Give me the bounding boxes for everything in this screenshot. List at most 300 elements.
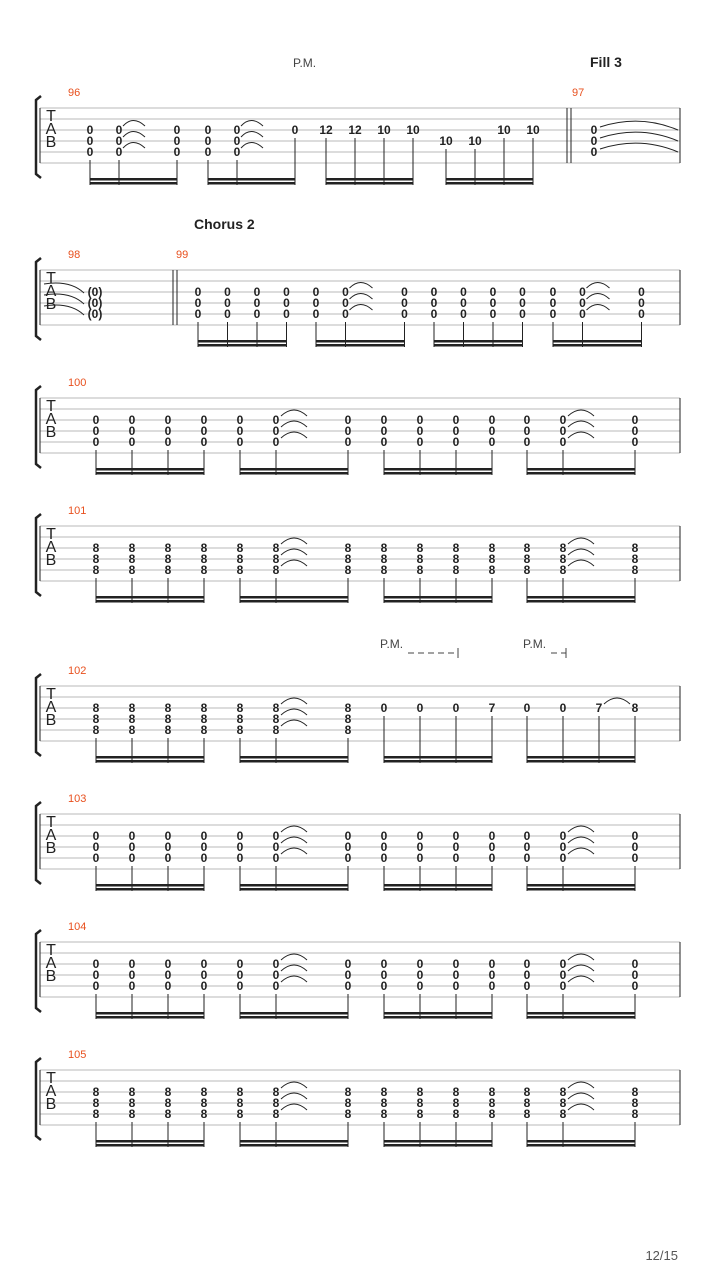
measure-number: 105 bbox=[68, 1049, 87, 1061]
beam bbox=[527, 1016, 635, 1019]
fret-number: 8 bbox=[164, 1107, 172, 1121]
fret-number: 8 bbox=[631, 563, 639, 577]
fret-number: 0 bbox=[312, 296, 320, 310]
beam bbox=[240, 760, 348, 763]
fret-number: 0 bbox=[452, 851, 460, 865]
fret-number: 7 bbox=[595, 701, 603, 715]
tie-arc bbox=[281, 538, 307, 544]
beam bbox=[384, 884, 492, 887]
fret-number: 10 bbox=[439, 134, 453, 148]
fret-number: 0 bbox=[488, 424, 496, 438]
fret-number: 0 bbox=[283, 285, 290, 299]
fret-number: 8 bbox=[200, 552, 208, 566]
fret-number: 8 bbox=[416, 1107, 424, 1121]
fret-number: 0 bbox=[519, 285, 526, 299]
tie-arc bbox=[568, 538, 594, 544]
beam bbox=[90, 178, 177, 181]
fret-number: 0 bbox=[380, 968, 388, 982]
fret-number: 0 bbox=[194, 307, 202, 321]
tab-clef-letter: A bbox=[45, 955, 57, 972]
fret-number: 0 bbox=[559, 435, 567, 449]
tie-arc bbox=[281, 848, 307, 854]
fret-number: 0 bbox=[579, 307, 586, 321]
fret-number: 0 bbox=[164, 435, 172, 449]
fret-number: 8 bbox=[164, 723, 172, 737]
fret-number: 8 bbox=[236, 712, 244, 726]
fret-number: 8 bbox=[488, 541, 496, 555]
beam bbox=[384, 756, 492, 759]
fret-number: 0 bbox=[631, 413, 639, 427]
fret-number: 0 bbox=[236, 957, 244, 971]
fret-number: 8 bbox=[559, 552, 567, 566]
tie-arc bbox=[568, 421, 594, 427]
beam bbox=[326, 182, 413, 185]
beam bbox=[527, 600, 635, 603]
fret-number: 8 bbox=[236, 1096, 244, 1110]
fret-number: 0 bbox=[380, 840, 388, 854]
fret-number: 8 bbox=[416, 552, 424, 566]
fret-number: 0 bbox=[272, 968, 280, 982]
fret-number: 0 bbox=[272, 851, 280, 865]
fret-number: 0 bbox=[164, 979, 172, 993]
fret-number: 0 bbox=[200, 968, 208, 982]
beam bbox=[96, 468, 204, 471]
section-label: Fill 3 bbox=[590, 54, 622, 70]
fret-number: 0 bbox=[200, 840, 208, 854]
tie-arc bbox=[568, 848, 594, 854]
tab-clef-letter: T bbox=[46, 398, 56, 415]
tab-clef-letter: B bbox=[45, 552, 57, 569]
fret-number: 0 bbox=[253, 285, 261, 299]
beam bbox=[527, 1012, 635, 1015]
fret-number: 0 bbox=[86, 123, 94, 137]
tab-clef-letter: T bbox=[46, 270, 56, 287]
beam bbox=[96, 600, 204, 603]
fret-number: 0 bbox=[488, 840, 496, 854]
beam bbox=[527, 1144, 635, 1147]
fret-number: 8 bbox=[344, 1085, 352, 1099]
fret-number: 0 bbox=[194, 285, 202, 299]
fret-number: 0 bbox=[460, 285, 467, 299]
fret-number: 0 bbox=[488, 957, 496, 971]
fret-number: 8 bbox=[164, 552, 172, 566]
measure-number: 101 bbox=[68, 505, 87, 517]
tie-arc bbox=[568, 560, 594, 566]
fret-number: 0 bbox=[488, 829, 496, 843]
fret-number: 0 bbox=[128, 957, 136, 971]
beam bbox=[240, 1140, 348, 1143]
fret-number: 0 bbox=[164, 424, 172, 438]
fret-number: 0 bbox=[590, 134, 598, 148]
tab-clef-letter: A bbox=[45, 121, 57, 138]
tab-clef-letter: T bbox=[46, 814, 56, 831]
tie-arc bbox=[587, 305, 610, 311]
fret-number: 0 bbox=[559, 701, 567, 715]
fret-number: 7 bbox=[488, 701, 496, 715]
fret-number: 0 bbox=[523, 701, 531, 715]
beam bbox=[434, 344, 523, 347]
beam bbox=[527, 596, 635, 599]
fret-number: 8 bbox=[380, 541, 388, 555]
fret-number: 8 bbox=[416, 541, 424, 555]
fret-number: 0 bbox=[631, 968, 639, 982]
measure-number: 99 bbox=[176, 249, 189, 261]
tie-arc bbox=[600, 121, 678, 130]
fret-number: 8 bbox=[452, 1107, 460, 1121]
fret-number: 0 bbox=[380, 413, 388, 427]
page-number: 12/15 bbox=[645, 1248, 678, 1263]
fret-number: 8 bbox=[164, 563, 172, 577]
fret-number: 0 bbox=[344, 840, 352, 854]
tab-clef-letter: A bbox=[45, 411, 57, 428]
fret-number: 0 bbox=[416, 829, 424, 843]
tie-arc bbox=[281, 837, 307, 843]
fret-number: 8 bbox=[164, 1096, 172, 1110]
beam bbox=[240, 468, 348, 471]
fret-number: 0 bbox=[272, 435, 280, 449]
beam bbox=[198, 340, 287, 343]
fret-number: 8 bbox=[128, 1085, 136, 1099]
fret-number: 0 bbox=[579, 296, 586, 310]
tie-arc bbox=[281, 709, 307, 715]
fret-number: 0 bbox=[194, 296, 202, 310]
tie-arc bbox=[281, 965, 307, 971]
fret-number: 8 bbox=[452, 552, 460, 566]
fret-number: 0 bbox=[236, 968, 244, 982]
fret-number: 0 bbox=[344, 851, 352, 865]
fret-number: 0 bbox=[272, 424, 280, 438]
fret-number: 0 bbox=[128, 979, 136, 993]
fret-number: 8 bbox=[92, 1085, 100, 1099]
measure-number: 103 bbox=[68, 793, 87, 805]
fret-number: 8 bbox=[488, 1085, 496, 1099]
tab-clef-letter: T bbox=[46, 526, 56, 543]
fret-number: 0 bbox=[92, 957, 100, 971]
fret-number: 0 bbox=[416, 701, 424, 715]
fret-number: 8 bbox=[200, 1107, 208, 1121]
beam bbox=[208, 182, 295, 185]
fret-number: 0 bbox=[173, 134, 181, 148]
fret-number: 0 bbox=[549, 285, 557, 299]
fret-number: 0 bbox=[488, 979, 496, 993]
beam bbox=[527, 884, 635, 887]
fret-number: 0 bbox=[631, 829, 639, 843]
beam bbox=[384, 1016, 492, 1019]
fret-number: 8 bbox=[523, 1096, 531, 1110]
tie-arc bbox=[568, 837, 594, 843]
fret-number: 8 bbox=[631, 701, 639, 715]
fret-number: 0 bbox=[380, 829, 388, 843]
fret-number: 0 bbox=[233, 145, 241, 159]
fret-number: 8 bbox=[164, 701, 172, 715]
fret-number: 8 bbox=[380, 1096, 388, 1110]
fret-number: 0 bbox=[344, 979, 352, 993]
fret-number: 8 bbox=[344, 541, 352, 555]
tie-arc bbox=[281, 698, 307, 704]
fret-number: 0 bbox=[86, 145, 94, 159]
fret-number: 0 bbox=[344, 424, 352, 438]
beam bbox=[96, 756, 204, 759]
fret-number: 0 bbox=[430, 285, 438, 299]
fret-number: 0 bbox=[128, 435, 136, 449]
fret-number: 8 bbox=[92, 712, 100, 726]
fret-number: 0 bbox=[200, 851, 208, 865]
fret-number: 0 bbox=[344, 829, 352, 843]
tie-arc bbox=[281, 720, 307, 726]
beam bbox=[527, 888, 635, 891]
fret-number: 8 bbox=[92, 701, 100, 715]
fret-number: 0 bbox=[164, 413, 172, 427]
beam bbox=[553, 340, 642, 343]
fret-number: 8 bbox=[236, 541, 244, 555]
fret-number: 8 bbox=[92, 1096, 100, 1110]
fret-number: 0 bbox=[204, 134, 212, 148]
fret-number: 8 bbox=[236, 1107, 244, 1121]
fret-number: 0 bbox=[128, 968, 136, 982]
fret-number: 0 bbox=[488, 413, 496, 427]
fret-number: 0 bbox=[272, 840, 280, 854]
fret-number: 8 bbox=[344, 563, 352, 577]
fret-number: 8 bbox=[416, 563, 424, 577]
fret-number: 8 bbox=[416, 1096, 424, 1110]
fret-number: 8 bbox=[164, 712, 172, 726]
beam bbox=[240, 472, 348, 475]
fret-number: 8 bbox=[631, 541, 639, 555]
fret-number: 0 bbox=[236, 413, 244, 427]
beam bbox=[96, 1012, 204, 1015]
fret-number: 0 bbox=[452, 829, 460, 843]
fret-number: 0 bbox=[452, 701, 460, 715]
fret-number: 8 bbox=[344, 1096, 352, 1110]
fret-number: 0 bbox=[200, 979, 208, 993]
fret-number: 8 bbox=[272, 723, 280, 737]
fret-number: (0) bbox=[87, 307, 103, 321]
fret-number: 0 bbox=[631, 851, 639, 865]
fret-number: 0 bbox=[523, 851, 531, 865]
fret-number: 0 bbox=[452, 435, 460, 449]
fret-number: 0 bbox=[312, 285, 320, 299]
fret-number: 8 bbox=[236, 723, 244, 737]
tie-arc bbox=[281, 954, 307, 960]
measure-number: 98 bbox=[68, 249, 81, 261]
palm-mute-label: P.M. bbox=[293, 56, 317, 70]
fret-number: 8 bbox=[92, 552, 100, 566]
fret-number: 0 bbox=[128, 851, 136, 865]
fret-number: 8 bbox=[128, 712, 136, 726]
beam bbox=[240, 1016, 348, 1019]
fret-number: 0 bbox=[631, 435, 639, 449]
measure-number: 102 bbox=[68, 665, 87, 677]
fret-number: 0 bbox=[233, 134, 241, 148]
beam bbox=[96, 884, 204, 887]
fret-number: 8 bbox=[200, 563, 208, 577]
fret-number: 10 bbox=[468, 134, 482, 148]
beam bbox=[384, 1144, 492, 1147]
tie-arc bbox=[281, 1093, 307, 1099]
fret-number: 8 bbox=[236, 552, 244, 566]
beam bbox=[96, 1144, 204, 1147]
fret-number: 8 bbox=[272, 701, 280, 715]
beam bbox=[446, 182, 533, 185]
tie-arc bbox=[281, 421, 307, 427]
fret-number: 0 bbox=[559, 424, 567, 438]
fret-number: 8 bbox=[344, 1107, 352, 1121]
fret-number: 0 bbox=[638, 285, 645, 299]
tab-clef-letter: A bbox=[45, 827, 57, 844]
fret-number: 8 bbox=[631, 1107, 639, 1121]
tie-arc bbox=[123, 143, 145, 149]
fret-number: 8 bbox=[200, 723, 208, 737]
fret-number: 0 bbox=[631, 424, 639, 438]
tie-arc bbox=[568, 826, 594, 832]
fret-number: 0 bbox=[559, 968, 567, 982]
tab-clef-letter: T bbox=[46, 942, 56, 959]
fret-number: 8 bbox=[128, 701, 136, 715]
tie-arc bbox=[568, 1082, 594, 1088]
fret-number: 10 bbox=[497, 123, 511, 137]
fret-number: 8 bbox=[559, 563, 567, 577]
tie-arc bbox=[281, 432, 307, 438]
fret-number: 8 bbox=[272, 541, 280, 555]
fret-number: 0 bbox=[344, 435, 352, 449]
section-label: Chorus 2 bbox=[194, 216, 255, 232]
fret-number: 0 bbox=[173, 145, 181, 159]
fret-number: 0 bbox=[489, 296, 497, 310]
tie-arc bbox=[281, 1082, 307, 1088]
beam bbox=[316, 340, 405, 343]
fret-number: 8 bbox=[200, 701, 208, 715]
fret-number: 0 bbox=[224, 307, 231, 321]
tie-arc bbox=[568, 1104, 594, 1110]
fret-number: 8 bbox=[128, 1107, 136, 1121]
fret-number: 8 bbox=[200, 1085, 208, 1099]
fret-number: 12 bbox=[348, 123, 362, 137]
fret-number: 0 bbox=[236, 829, 244, 843]
tie-arc bbox=[568, 410, 594, 416]
fret-number: 8 bbox=[236, 701, 244, 715]
fret-number: 0 bbox=[401, 296, 408, 310]
fret-number: 8 bbox=[200, 541, 208, 555]
fret-number: 8 bbox=[452, 1085, 460, 1099]
fret-number: 0 bbox=[236, 840, 244, 854]
fret-number: 0 bbox=[452, 840, 460, 854]
fret-number: 8 bbox=[92, 1107, 100, 1121]
fret-number: 0 bbox=[631, 840, 639, 854]
fret-number: 0 bbox=[416, 851, 424, 865]
fret-number: 0 bbox=[200, 435, 208, 449]
tie-arc bbox=[123, 121, 145, 127]
measure-number: 97 bbox=[572, 87, 585, 99]
tab-clef-letter: T bbox=[46, 1070, 56, 1087]
fret-number: 0 bbox=[380, 851, 388, 865]
fret-number: 0 bbox=[631, 957, 639, 971]
fret-number: 0 bbox=[92, 851, 100, 865]
fret-number: 8 bbox=[200, 1096, 208, 1110]
beam bbox=[240, 596, 348, 599]
fret-number: 8 bbox=[488, 563, 496, 577]
fret-number: 8 bbox=[523, 1107, 531, 1121]
fret-number: (0) bbox=[87, 285, 103, 299]
fret-number: 0 bbox=[430, 296, 438, 310]
fret-number: 0 bbox=[236, 435, 244, 449]
beam bbox=[384, 472, 492, 475]
fret-number: 0 bbox=[549, 296, 557, 310]
fret-number: 0 bbox=[272, 957, 280, 971]
fret-number: 8 bbox=[200, 712, 208, 726]
beam bbox=[240, 756, 348, 759]
fret-number: 8 bbox=[488, 1107, 496, 1121]
fret-number: 0 bbox=[460, 307, 467, 321]
fret-number: 8 bbox=[92, 541, 100, 555]
beam bbox=[90, 182, 177, 185]
tie-arc bbox=[587, 294, 610, 300]
fret-number: 0 bbox=[344, 968, 352, 982]
fret-number: 0 bbox=[342, 307, 349, 321]
fret-number: 0 bbox=[579, 285, 586, 299]
palm-mute-label: P.M. bbox=[523, 637, 547, 651]
fret-number: 8 bbox=[128, 723, 136, 737]
fret-number: 10 bbox=[526, 123, 540, 137]
fret-number: 0 bbox=[115, 123, 123, 137]
beam bbox=[384, 888, 492, 891]
fret-number: 8 bbox=[128, 541, 136, 555]
fret-number: 8 bbox=[128, 563, 136, 577]
tie-arc bbox=[241, 143, 263, 149]
beam bbox=[198, 344, 287, 347]
fret-number: 0 bbox=[344, 957, 352, 971]
fret-number: 8 bbox=[488, 552, 496, 566]
fret-number: 0 bbox=[416, 979, 424, 993]
tie-arc bbox=[281, 560, 307, 566]
fret-number: 0 bbox=[92, 979, 100, 993]
beam bbox=[96, 472, 204, 475]
fret-number: 0 bbox=[559, 851, 567, 865]
fret-number: 8 bbox=[380, 1085, 388, 1099]
fret-number: 8 bbox=[559, 1107, 567, 1121]
beam bbox=[96, 596, 204, 599]
fret-number: 0 bbox=[523, 829, 531, 843]
fret-number: 0 bbox=[272, 413, 280, 427]
fret-number: 0 bbox=[200, 957, 208, 971]
beam bbox=[384, 596, 492, 599]
fret-number: 0 bbox=[380, 424, 388, 438]
fret-number: 0 bbox=[164, 968, 172, 982]
fret-number: 0 bbox=[164, 840, 172, 854]
fret-number: 0 bbox=[291, 123, 299, 137]
measure-number: 96 bbox=[68, 87, 81, 99]
fret-number: 10 bbox=[406, 123, 420, 137]
tie-arc bbox=[281, 549, 307, 555]
beam bbox=[96, 1016, 204, 1019]
beam bbox=[527, 1140, 635, 1143]
fret-number: 8 bbox=[452, 1096, 460, 1110]
fret-number: 0 bbox=[401, 285, 408, 299]
fret-number: 8 bbox=[236, 1085, 244, 1099]
fret-number: 0 bbox=[416, 413, 424, 427]
beam bbox=[527, 760, 635, 763]
beam bbox=[240, 600, 348, 603]
fret-number: 8 bbox=[272, 563, 280, 577]
beam bbox=[96, 760, 204, 763]
fret-number: 0 bbox=[380, 435, 388, 449]
fret-number: 8 bbox=[523, 552, 531, 566]
fret-number: 8 bbox=[631, 1096, 639, 1110]
beam bbox=[527, 472, 635, 475]
fret-number: 0 bbox=[236, 851, 244, 865]
beam bbox=[446, 178, 533, 181]
fret-number: 8 bbox=[272, 552, 280, 566]
fret-number: 8 bbox=[344, 552, 352, 566]
